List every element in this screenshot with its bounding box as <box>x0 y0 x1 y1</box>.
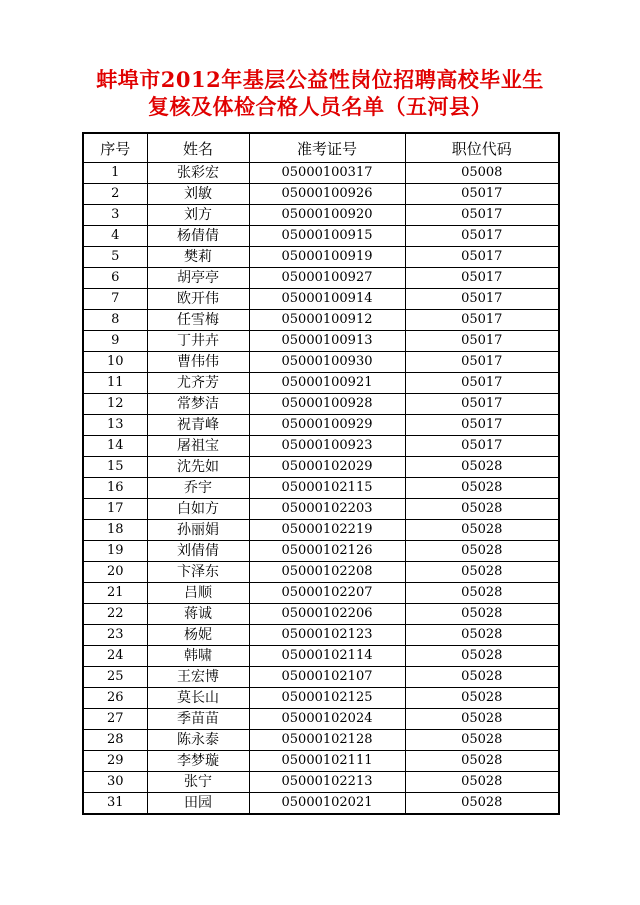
cell-position-code: 05028 <box>405 478 559 499</box>
table-row <box>83 415 559 436</box>
cell-seq: 14 <box>83 436 147 457</box>
table-row <box>83 310 559 331</box>
cell-seq: 13 <box>83 415 147 436</box>
cell-seq: 27 <box>83 709 147 730</box>
table-row <box>83 709 559 730</box>
cell-name: 常梦洁 <box>147 394 249 415</box>
cell-seq: 26 <box>83 688 147 709</box>
cell-position-code: 05017 <box>405 289 559 310</box>
cell-seq: 8 <box>83 310 147 331</box>
cell-name: 樊莉 <box>147 247 249 268</box>
table-row <box>83 751 559 772</box>
cell-ticket: 05000100919 <box>249 247 405 268</box>
cell-name: 李梦璇 <box>147 751 249 772</box>
cell-ticket: 05000102024 <box>249 709 405 730</box>
cell-position-code: 05028 <box>405 457 559 478</box>
table-row <box>83 583 559 604</box>
cell-position-code: 05017 <box>405 226 559 247</box>
table-row <box>83 247 559 268</box>
table-row <box>83 394 559 415</box>
table-row <box>83 499 559 520</box>
title-line-1: 蚌埠市2012年基层公益性岗位招聘高校毕业生 <box>96 67 544 92</box>
cell-seq: 15 <box>83 457 147 478</box>
document-title <box>0 66 640 120</box>
table-row <box>83 268 559 289</box>
cell-ticket: 05000100920 <box>249 205 405 226</box>
cell-name: 屠祖宝 <box>147 436 249 457</box>
cell-name: 田园 <box>147 793 249 815</box>
cell-name: 任雪梅 <box>147 310 249 331</box>
cell-name: 卞泽东 <box>147 562 249 583</box>
cell-ticket: 05000102128 <box>249 730 405 751</box>
cell-seq: 9 <box>83 331 147 352</box>
cell-ticket: 05000102029 <box>249 457 405 478</box>
cell-ticket: 05000102125 <box>249 688 405 709</box>
cell-seq: 28 <box>83 730 147 751</box>
cell-seq: 12 <box>83 394 147 415</box>
header-code: 职位代码 <box>405 133 559 163</box>
table-row <box>83 184 559 205</box>
cell-seq: 29 <box>83 751 147 772</box>
cell-name: 吕顺 <box>147 583 249 604</box>
cell-name: 沈先如 <box>147 457 249 478</box>
cell-position-code: 05028 <box>405 793 559 815</box>
cell-name: 韩啸 <box>147 646 249 667</box>
cell-name: 蒋诚 <box>147 604 249 625</box>
cell-ticket: 05000100926 <box>249 184 405 205</box>
table-row <box>83 562 559 583</box>
table-row <box>83 604 559 625</box>
cell-name: 祝青峰 <box>147 415 249 436</box>
cell-name: 曹伟伟 <box>147 352 249 373</box>
cell-seq: 25 <box>83 667 147 688</box>
cell-ticket: 05000102219 <box>249 520 405 541</box>
cell-ticket: 05000102115 <box>249 478 405 499</box>
cell-ticket: 05000100912 <box>249 310 405 331</box>
cell-seq: 21 <box>83 583 147 604</box>
cell-position-code: 05028 <box>405 604 559 625</box>
table-row <box>83 289 559 310</box>
cell-position-code: 05017 <box>405 184 559 205</box>
cell-name: 欧开伟 <box>147 289 249 310</box>
cell-position-code: 05028 <box>405 667 559 688</box>
cell-seq: 5 <box>83 247 147 268</box>
cell-position-code: 05028 <box>405 772 559 793</box>
cell-position-code: 05028 <box>405 730 559 751</box>
cell-seq: 22 <box>83 604 147 625</box>
table-header <box>83 133 559 163</box>
cell-ticket: 05000100317 <box>249 163 405 184</box>
cell-name: 乔宇 <box>147 478 249 499</box>
cell-name: 刘倩倩 <box>147 541 249 562</box>
header-ticket: 准考证号 <box>249 133 405 163</box>
cell-seq: 31 <box>83 793 147 815</box>
cell-position-code: 05028 <box>405 583 559 604</box>
table-row <box>83 793 559 815</box>
cell-name: 刘方 <box>147 205 249 226</box>
cell-seq: 10 <box>83 352 147 373</box>
cell-ticket: 05000100930 <box>249 352 405 373</box>
cell-ticket: 05000102021 <box>249 793 405 815</box>
cell-ticket: 05000100914 <box>249 289 405 310</box>
table-row <box>83 226 559 247</box>
cell-name: 季苗苗 <box>147 709 249 730</box>
cell-seq: 20 <box>83 562 147 583</box>
table-row <box>83 772 559 793</box>
cell-ticket: 05000100923 <box>249 436 405 457</box>
cell-ticket: 05000102107 <box>249 667 405 688</box>
table-row <box>83 352 559 373</box>
cell-position-code: 05028 <box>405 520 559 541</box>
cell-seq: 18 <box>83 520 147 541</box>
cell-ticket: 05000100929 <box>249 415 405 436</box>
cell-ticket: 05000100928 <box>249 394 405 415</box>
cell-ticket: 05000102207 <box>249 583 405 604</box>
qualified-candidates-table <box>82 132 560 815</box>
cell-name: 胡亭亭 <box>147 268 249 289</box>
cell-position-code: 05017 <box>405 394 559 415</box>
table-row <box>83 373 559 394</box>
cell-position-code: 05028 <box>405 646 559 667</box>
cell-position-code: 05017 <box>405 352 559 373</box>
table-row <box>83 163 559 184</box>
cell-name: 莫长山 <box>147 688 249 709</box>
cell-ticket: 05000102126 <box>249 541 405 562</box>
cell-position-code: 05028 <box>405 709 559 730</box>
table-row <box>83 625 559 646</box>
table-row <box>83 688 559 709</box>
cell-name: 白如方 <box>147 499 249 520</box>
cell-position-code: 05008 <box>405 163 559 184</box>
table-row <box>83 205 559 226</box>
table-row <box>83 436 559 457</box>
header-name: 姓名 <box>147 133 249 163</box>
cell-position-code: 05017 <box>405 310 559 331</box>
table-row <box>83 541 559 562</box>
cell-name: 杨倩倩 <box>147 226 249 247</box>
cell-seq: 11 <box>83 373 147 394</box>
cell-position-code: 05017 <box>405 331 559 352</box>
cell-position-code: 05028 <box>405 688 559 709</box>
cell-name: 陈永泰 <box>147 730 249 751</box>
cell-ticket: 05000102203 <box>249 499 405 520</box>
cell-ticket: 05000102208 <box>249 562 405 583</box>
cell-seq: 30 <box>83 772 147 793</box>
table-row <box>83 457 559 478</box>
cell-name: 王宏博 <box>147 667 249 688</box>
cell-position-code: 05017 <box>405 205 559 226</box>
cell-name: 张宁 <box>147 772 249 793</box>
cell-seq: 2 <box>83 184 147 205</box>
cell-name: 孙丽娟 <box>147 520 249 541</box>
cell-seq: 3 <box>83 205 147 226</box>
cell-ticket: 05000100915 <box>249 226 405 247</box>
cell-position-code: 05028 <box>405 625 559 646</box>
cell-name: 刘敏 <box>147 184 249 205</box>
cell-position-code: 05017 <box>405 247 559 268</box>
cell-position-code: 05028 <box>405 562 559 583</box>
cell-position-code: 05017 <box>405 415 559 436</box>
cell-position-code: 05017 <box>405 436 559 457</box>
cell-name: 杨妮 <box>147 625 249 646</box>
table-body <box>83 163 559 815</box>
cell-seq: 1 <box>83 163 147 184</box>
cell-ticket: 05000102123 <box>249 625 405 646</box>
cell-position-code: 05017 <box>405 373 559 394</box>
cell-seq: 6 <box>83 268 147 289</box>
cell-seq: 24 <box>83 646 147 667</box>
cell-name: 丁井卉 <box>147 331 249 352</box>
table-row <box>83 520 559 541</box>
cell-seq: 23 <box>83 625 147 646</box>
table-row <box>83 478 559 499</box>
cell-ticket: 05000102111 <box>249 751 405 772</box>
table-row <box>83 667 559 688</box>
cell-seq: 19 <box>83 541 147 562</box>
cell-position-code: 05028 <box>405 751 559 772</box>
header-row <box>83 133 559 163</box>
cell-ticket: 05000102213 <box>249 772 405 793</box>
cell-name: 张彩宏 <box>147 163 249 184</box>
cell-position-code: 05017 <box>405 268 559 289</box>
cell-seq: 16 <box>83 478 147 499</box>
cell-ticket: 05000100921 <box>249 373 405 394</box>
title-line-2: 复核及体检合格人员名单（五河县） <box>148 94 492 119</box>
cell-ticket: 05000100927 <box>249 268 405 289</box>
cell-ticket: 05000102206 <box>249 604 405 625</box>
cell-ticket: 05000100913 <box>249 331 405 352</box>
cell-seq: 7 <box>83 289 147 310</box>
cell-seq: 17 <box>83 499 147 520</box>
cell-name: 尤齐芳 <box>147 373 249 394</box>
cell-position-code: 05028 <box>405 541 559 562</box>
table-row <box>83 646 559 667</box>
cell-ticket: 05000102114 <box>249 646 405 667</box>
cell-seq: 4 <box>83 226 147 247</box>
cell-position-code: 05028 <box>405 499 559 520</box>
table-row <box>83 730 559 751</box>
header-seq: 序号 <box>83 133 147 163</box>
table-row <box>83 331 559 352</box>
